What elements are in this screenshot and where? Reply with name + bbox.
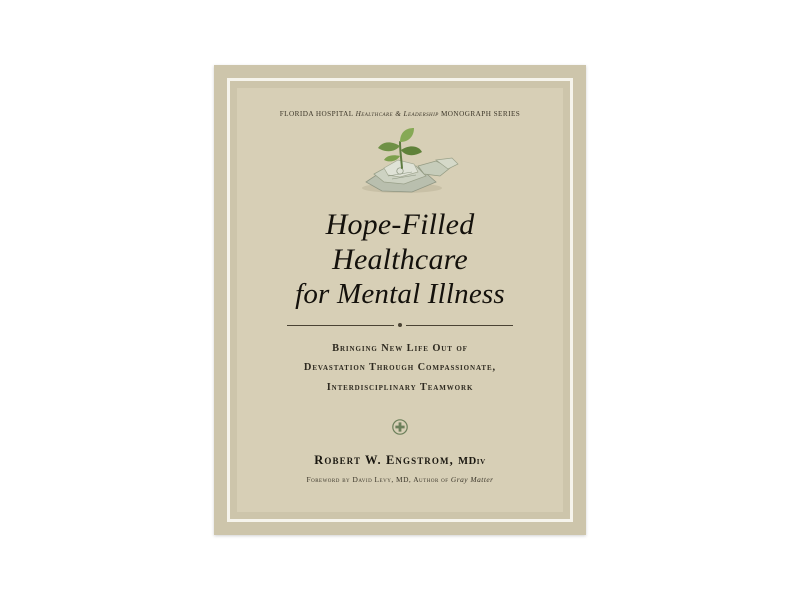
title-block [259,208,541,311]
foreword-credit [306,475,493,484]
title-line-1: Hope-Filled Healthcare [325,208,475,276]
title-line-2: for Mental Illness [295,277,505,310]
divider-bar-left [287,325,394,326]
foreword-prefix: Foreword by David Levy, MD, Author of [306,475,449,484]
series-line [280,110,521,118]
cover-face [237,88,563,512]
subtitle-line-1: Bringing New Life Out of [332,343,468,355]
foreword-book-title: Gray Matter [450,475,494,484]
divider-dot [398,323,402,327]
subtitle-line-3: Interdisciplinary Teamwork [326,381,474,393]
subtitle-line-2: Devastation Through Compassionate, [303,362,497,374]
cover-inner-rule [227,78,573,522]
author-name [314,453,486,468]
author-name-text: Robert W. Engstrom, [314,453,454,467]
medical-cross-emblem [392,419,408,435]
series-suffix: MONOGRAPH SERIES [440,110,521,118]
series-prefix: FLORIDA HOSPITAL [279,110,354,118]
title-divider [287,323,513,327]
series-emphasis: Healthcare & Leadership [355,110,439,118]
subtitle-block [282,339,519,397]
book-cover [214,65,586,535]
divider-bar-right [406,325,513,326]
author-degree: MDiv [458,456,486,467]
seedling-in-money-illustration [340,126,460,198]
